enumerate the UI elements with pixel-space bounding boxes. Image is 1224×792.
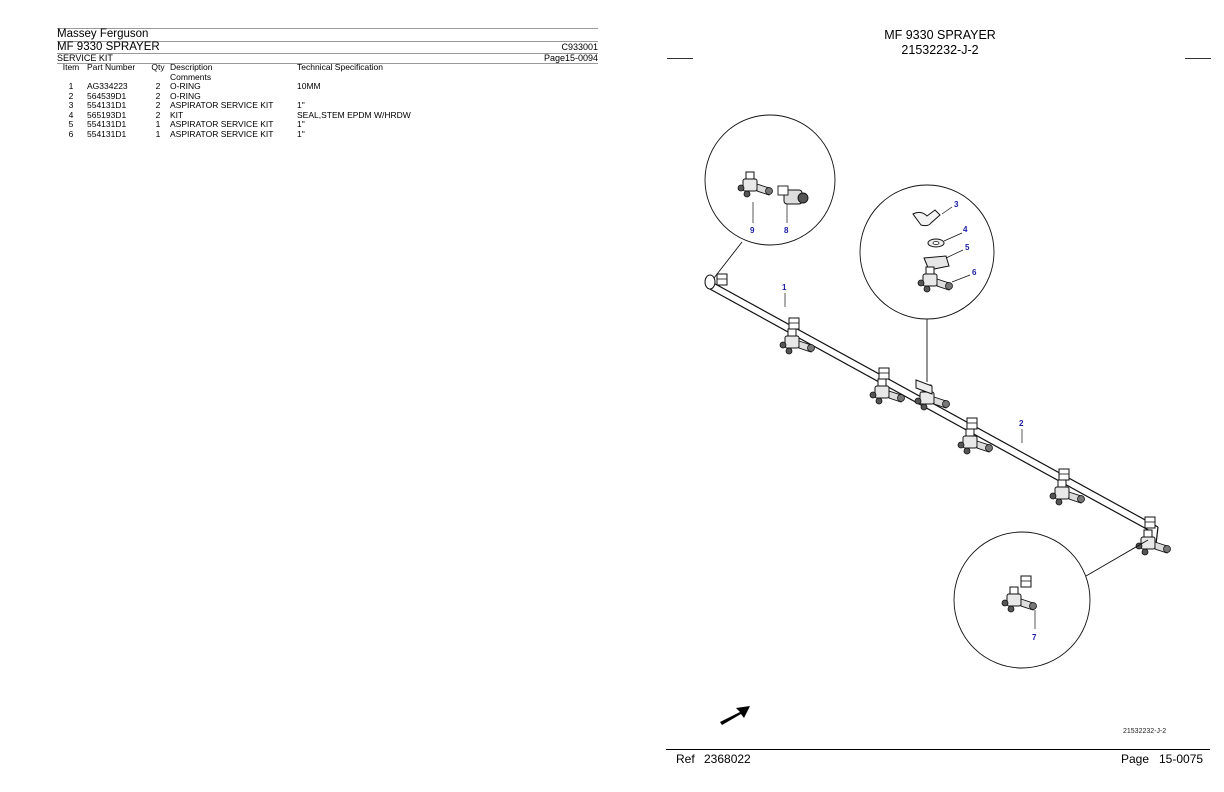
- brand-name: Massey Ferguson: [57, 28, 149, 40]
- catalog-code: C933001: [561, 42, 598, 52]
- drawing-id: 21532232-J-2: [901, 43, 979, 57]
- cell-qty: 1: [155, 128, 161, 139]
- detail-circle-end-nozzle: [954, 532, 1148, 668]
- parts-diagram: [680, 110, 1200, 730]
- callout-8: 8: [784, 226, 789, 235]
- callout-7: 7: [1032, 633, 1037, 642]
- boom-pipe: [708, 280, 1158, 544]
- title-dash-right: [1185, 58, 1211, 59]
- cell-technical-spec: 1": [297, 119, 305, 129]
- drawing-title: MF 9330 SPRAYER: [884, 28, 996, 42]
- cell-part-number: 565193D1: [87, 109, 127, 120]
- callout-3: 3: [954, 200, 959, 209]
- cell-item: 3: [68, 100, 74, 110]
- cell-qty: 2: [155, 81, 161, 91]
- cell-technical-spec: 1": [297, 128, 305, 139]
- column-header-part-number: Part Number: [87, 62, 136, 72]
- header-rule: [57, 53, 598, 54]
- cell-description: O-RING: [170, 90, 201, 101]
- direction-arrow-icon: [720, 706, 750, 725]
- cell-technical-spec: 1": [297, 100, 305, 110]
- column-header-description: Description: [170, 62, 213, 72]
- detail-circle-aspirator: [860, 185, 994, 382]
- cell-description: ASPIRATOR SERVICE KIT: [170, 100, 274, 110]
- ref-label: Ref: [676, 752, 695, 766]
- cell-qty: 1: [155, 119, 161, 129]
- cell-description: KIT: [170, 109, 184, 120]
- page-reference: Page15-0094: [543, 53, 598, 63]
- table-header-row: [57, 63, 497, 73]
- cell-part-number: 564539D1: [87, 90, 127, 101]
- cell-item: 4: [68, 109, 74, 120]
- cell-item: 1: [68, 81, 74, 91]
- column-header-comments: Comments: [170, 71, 212, 82]
- cell-part-number: 554131D1: [87, 100, 127, 110]
- cell-technical-spec: 10MM: [297, 81, 321, 91]
- cell-part-number: 554131D1: [87, 119, 127, 129]
- cell-qty: 2: [155, 100, 161, 110]
- pipe-end-cap: [705, 274, 727, 289]
- aspirator-assembly: [915, 380, 950, 410]
- cell-technical-spec: [297, 92, 497, 102]
- column-header-technical-spec: Technical Specification: [297, 62, 383, 72]
- section-title: SERVICE KIT: [57, 53, 113, 63]
- page-label: Page: [1121, 752, 1150, 766]
- cell-item: 5: [68, 119, 74, 129]
- cell-description: ASPIRATOR SERVICE KIT: [170, 119, 274, 129]
- table-row: [57, 130, 497, 140]
- nozzle-body: [870, 368, 905, 404]
- drawing-reference: 21532232-J-2: [1123, 728, 1167, 735]
- callout-9: 9: [750, 226, 755, 235]
- cell-description: O-RING: [170, 81, 201, 91]
- nozzle-body: [1050, 469, 1085, 505]
- cell-item: 2: [68, 90, 74, 101]
- cell-qty: 2: [155, 90, 161, 101]
- cell-technical-spec: SEAL,STEM EPDM W/HRDW: [297, 109, 411, 120]
- title-dash-left: [667, 58, 693, 59]
- callout-5: 5: [965, 243, 970, 252]
- cell-description: ASPIRATOR SERVICE KIT: [170, 128, 274, 139]
- column-header-item: Item: [62, 62, 80, 72]
- detail-circle-nozzle: [705, 115, 835, 278]
- ref-value: 2368022: [704, 752, 751, 766]
- nozzle-body: [1136, 517, 1171, 555]
- footer-rule: [666, 749, 1210, 750]
- callout-6: 6: [972, 268, 977, 277]
- callout-1: 1: [782, 283, 787, 292]
- column-header-qty: Qty: [151, 62, 165, 72]
- cell-item: 6: [68, 128, 74, 139]
- parts-table: [57, 63, 497, 139]
- callout-4: 4: [963, 225, 968, 234]
- model-name: MF 9330 SPRAYER: [57, 41, 160, 53]
- cell-part-number: AG334223: [87, 81, 128, 91]
- cell-part-number: 554131D1: [87, 128, 127, 139]
- callout-2: 2: [1019, 419, 1024, 428]
- page-number: 15-0075: [1159, 752, 1204, 766]
- cell-qty: 2: [155, 109, 161, 120]
- nozzle-body: [958, 418, 993, 454]
